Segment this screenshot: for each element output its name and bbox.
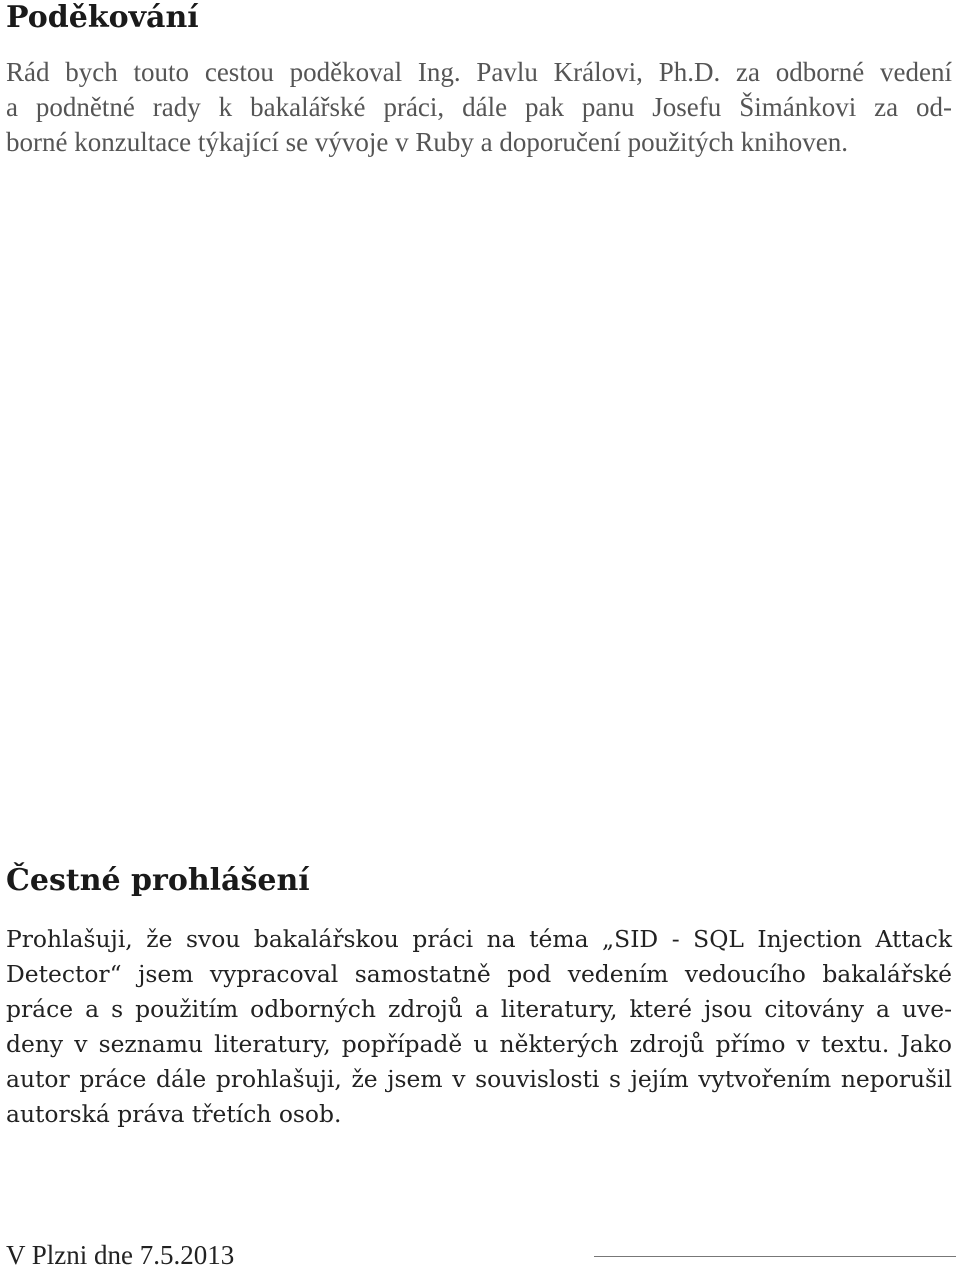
- acknowledgements-heading: Poděkování: [6, 0, 199, 35]
- paragraph-line: borné konzultace týkající se vývoje v Ruby a doporučení použitých knihoven.: [6, 127, 849, 157]
- paragraph-line: autorská práva třetích osob.: [6, 1100, 342, 1128]
- place-and-date: V Plzni dne 7.5.2013: [6, 1240, 235, 1270]
- paragraph-line: autor práce dále prohlašuji, že jsem v souvislosti s jejím vytvořením neporušil: [6, 1065, 952, 1093]
- paragraph-line: práce a s použitím odborných zdrojů a literatury, které jsou citovány a uve-: [6, 995, 952, 1023]
- paragraph-line: Detector“ jsem vypracoval samostatně pod vedením vedoucího bakalářské: [6, 960, 952, 988]
- paragraph-line: a podnětné rady k bakalářské práci, dále pak panu Josefu Šimánkovi za od-: [6, 92, 952, 122]
- declaration-heading: Čestné prohlášení: [6, 863, 310, 898]
- declaration-paragraph: [6, 922, 952, 1132]
- paragraph-line: Prohlašuji, že svou bakalářskou práci na téma „SID - SQL Injection Attack: [6, 925, 952, 953]
- paragraph-line: Rád bych touto cestou poděkoval Ing. Pavlu Královi, Ph.D. za odborné vedení: [6, 57, 952, 87]
- acknowledgements-paragraph: [6, 55, 952, 160]
- paragraph-line: deny v seznamu literatury, popřípadě u některých zdrojů přímo v textu. Jako: [6, 1030, 952, 1058]
- signature-line: [594, 1256, 956, 1257]
